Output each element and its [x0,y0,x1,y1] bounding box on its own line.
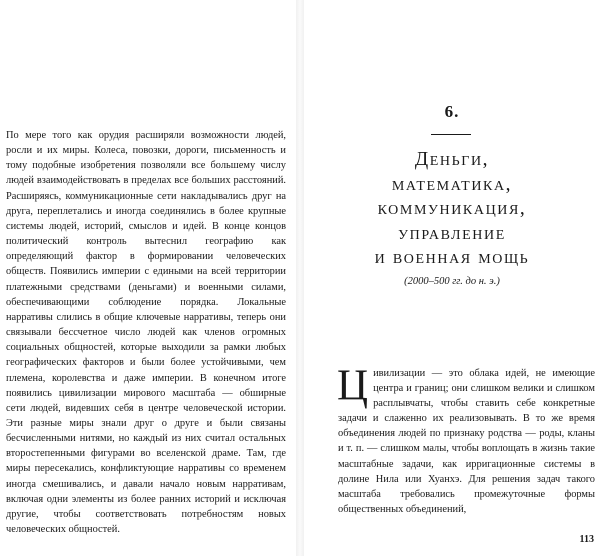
chapter-dates: (2000–500 гг. до н. э.) [404,276,500,287]
chapter-title [304,148,600,271]
chapter-title-line: математика, [391,173,513,195]
chapter-divider [431,134,471,135]
page-number: 113 [579,534,594,545]
drop-cap: Ц [337,362,369,409]
chapter-title-line: Деньги, [414,149,490,170]
chapter-title-line: и военная мощь [374,247,530,268]
right-paragraph [337,362,595,517]
chapter-title-line: коммуникация, [377,198,527,219]
book-gutter [296,0,304,556]
chapter-number: 6. [444,102,460,121]
left-paragraph: По мере того как орудия расширяли возможности людей, росли и их миры. Колеса, повозки, дороги, письменность и тому подобные изобретения позволяли все большему числу людей взаимодействовать в пределах все больших расстояний. Расширяясь, коммуникационные сети накладывались друг на друга, переплетались и иногда соединялись в более крупные системы людей, историй, смыслов и идей. В конце концов политический контроль вытеснил географию как определяющий фактор в формировании человеческих обществ. Появились империи с едиными на всей территории платежными средствами (деньгами) и военными силами, обеспечивающими соблюдение порядка. Локальные нарративы слились в общие ключевые нарративы, теперь они связывали бессчетное число людей как членов огромных социальных общностей, которые выходили за рамки любых географических факторов и были более устойчивыми, чем племена, королевства и даже империи. В конечном итоге появились цивилизации мирового масштаба — обширные сети людей, видевших себя в центре человеческой истории. Эти разные миры знали друг о друге и были связаны бесчисленными нитями, но каждый из них считал остальных второстепенными фигурами во вселенской драме. Там, где миры пересекались, конфликтующие нарративы со временем иногда смешивались, и давали начало новым нарративам, включая одни элементы из более ранних историй и исключая другие, чтобы соответствовать потребностям новых человеческих общностей. [6,130,286,536]
right-page-body [337,362,595,517]
right-page [304,0,600,556]
chapter-title-line: управление [398,222,506,244]
left-page [0,0,296,556]
right-paragraph-text: ивилизации — это облака идей, не имеющие центра и границ; они слишком велики и слишком расплывчаты, чтобы ставить себе конкретные задачи и слаженно их реализовывать. В то же время объединения людей по признаку родства — роды, кланы и т. п. — слишком малы, чтобы воплощать в жизнь такие масштабные задачи, как ирригационные системы в долине Нила или Хуанхэ. Для решения задач такого масштаба требовались промежуточные формы общественных объединений, [338,368,595,515]
left-page-body [6,128,286,537]
